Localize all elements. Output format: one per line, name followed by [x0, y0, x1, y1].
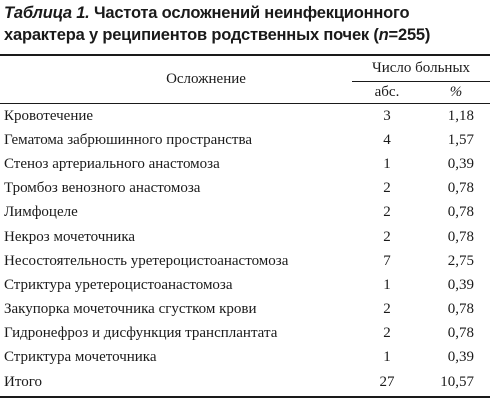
- cell-pct: 0,78: [447, 180, 475, 197]
- cell-pct: 0,78: [447, 228, 475, 245]
- table-body: [0, 103, 490, 394]
- cell-abs: 27: [379, 373, 395, 390]
- caption-text: Частота осложнений неинфекционного характера у реципиентов родственных почек (: [4, 4, 410, 44]
- caption-n-symbol: n: [378, 26, 389, 44]
- cell-pct: 1,18: [447, 107, 475, 124]
- table-row: [0, 249, 490, 273]
- cell-abs: 2: [383, 325, 391, 342]
- cell-pct: 0,78: [447, 325, 475, 342]
- table-bottom-rule: [0, 396, 490, 398]
- header-complication: Осложнение: [166, 71, 246, 87]
- cell-complication: Закупорка мочеточника сгустком крови: [4, 301, 257, 318]
- cell-abs: 1: [383, 155, 391, 172]
- complications-table: [0, 56, 490, 394]
- table-row: [0, 152, 490, 176]
- table-row: [0, 128, 490, 152]
- cell-abs: 1: [383, 276, 391, 293]
- cell-complication: Итого: [4, 373, 42, 390]
- header-abs: абс.: [374, 83, 400, 100]
- caption-n-value: =255): [388, 26, 431, 44]
- table-row: [0, 370, 490, 394]
- table-row: [0, 201, 490, 225]
- cell-abs: 2: [383, 301, 391, 318]
- cell-complication: Стриктура уретероцистоанастомоза: [4, 276, 233, 293]
- cell-complication: Несостоятельность уретероцистоанастомоза: [4, 252, 289, 269]
- cell-complication: Тромбоз венозного анастомоза: [4, 180, 201, 197]
- table-row: [0, 103, 490, 128]
- cell-pct: 1,57: [447, 131, 475, 148]
- cell-abs: 2: [383, 180, 391, 197]
- cell-abs: 7: [383, 252, 391, 269]
- cell-complication: Лимфоцеле: [4, 204, 78, 221]
- header-patients-count: Число больных: [371, 60, 471, 76]
- table-row: [0, 322, 490, 346]
- table-row: [0, 298, 490, 322]
- table-row: [0, 346, 490, 370]
- cell-pct: 0,39: [447, 155, 475, 172]
- header-pct: %: [449, 83, 463, 100]
- cell-complication: Гидронефроз и дисфункция трансплантата: [4, 325, 278, 342]
- cell-complication: Стеноз артериального анастомоза: [4, 155, 220, 172]
- table-caption: [4, 2, 488, 46]
- cell-pct: 0,39: [447, 349, 475, 366]
- cell-abs: 1: [383, 349, 391, 366]
- cell-abs: 2: [383, 228, 391, 245]
- table-row: [0, 273, 490, 297]
- cell-pct: 0,39: [447, 276, 475, 293]
- cell-abs: 4: [383, 131, 391, 148]
- cell-complication: Кровотечение: [4, 107, 94, 124]
- cell-complication: Гематома забрюшинного пространства: [4, 131, 253, 148]
- cell-pct: 0,78: [447, 204, 475, 221]
- cell-complication: Стриктура мочеточника: [4, 349, 157, 366]
- table-row: [0, 177, 490, 201]
- cell-pct: 10,57: [440, 373, 475, 390]
- caption-label: Таблица 1.: [4, 4, 90, 22]
- cell-abs: 2: [383, 204, 391, 221]
- cell-complication: Некроз мочеточника: [4, 228, 136, 245]
- cell-pct: 0,78: [447, 301, 475, 318]
- cell-abs: 3: [383, 107, 391, 124]
- cell-pct: 2,75: [447, 252, 475, 269]
- table-row: [0, 225, 490, 249]
